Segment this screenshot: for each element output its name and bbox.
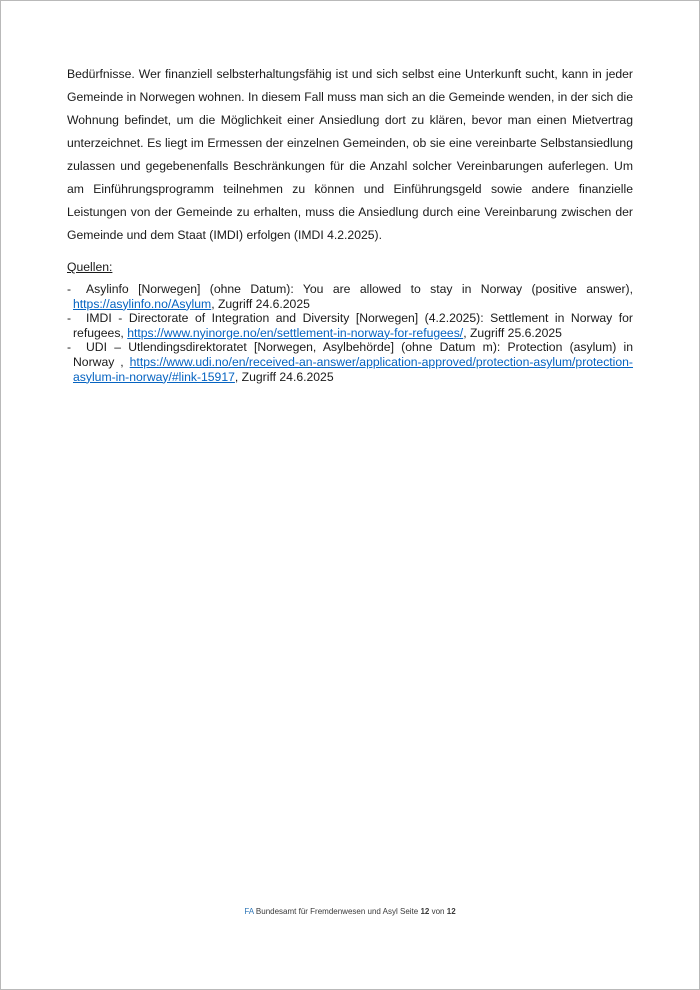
page-footer (1, 907, 699, 917)
list-dash: - (67, 311, 72, 326)
source-item (67, 311, 633, 340)
footer-total-pages: 12 (446, 907, 456, 916)
footer-of-text: von (431, 907, 445, 916)
source-link[interactable]: https://asylinfo.no/Asylum (73, 296, 212, 311)
footer-org-name: Bundesamt für Fremdenwesen und Asyl Seite (255, 907, 419, 916)
source-access-date: , Zugriff 24.6.2025 (234, 369, 334, 384)
source-text: Asylinfo [Norwegen] (ohne Datum): You are allowed to stay in Norway (positive answer), (86, 282, 633, 296)
sources-heading: Quellen: (67, 260, 113, 274)
footer-page-number: 12 (420, 907, 430, 916)
source-item (67, 340, 633, 384)
source-link[interactable]: https://www.udi.no/en/received-an-answer/application-approved/protection-asylum/protection-asylum-in-norway/#link-15917 (73, 354, 633, 384)
sources-list (67, 282, 633, 384)
source-item (67, 282, 633, 311)
source-text: UDI – Utlendingsdirektoratet [Norwegen, Asylbehörde] (ohne Datum m): Protection (asylum) in Norway , (73, 340, 633, 369)
source-link[interactable]: https://www.nyinorge.no/en/settlement-in-norway-for-refugees/ (127, 325, 464, 340)
footer-org-abbreviation[interactable]: FA (244, 907, 254, 916)
page-content (67, 63, 633, 384)
source-access-date: , Zugriff 24.6.2025 (211, 296, 310, 311)
body-paragraph: Bedürfnisse. Wer finanziell selbsterhaltungsfähig ist und sich selbst eine Unterkunft sucht, kann in jeder Gemeinde in Norwegen wohnen. In diesem Fall muss man sich an die Gemeinde wenden, in der sich die Wohnung befindet, um die Möglichkeit einer Ansiedlung dort zu klären, bevor man einen Mietvertrag unterzeichnet. Es liegt im Ermessen der einzelnen Gemeinden, ob sie eine vereinbarte Selbstansiedlung zulassen und gegebenenfalls Beschränkungen für die Anzahl solcher Vereinbarungen auferlegen. Um am Einführungsprogramm teilnehmen zu können und Einführungsgeld sowie andere finanzielle Leistungen von der Gemeinde zu erhalten, muss die Ansiedlung durch eine Vereinbarung zwischen der Gemeinde und dem Staat (IMDI) erfolgen (IMDI 4.2.2025). (67, 67, 633, 242)
source-text: IMDI - Directorate of Integration and Diversity [Norwegen] (4.2.2025): Settlement in Norway for refugees, (73, 311, 633, 340)
source-access-date: , Zugriff 25.6.2025 (463, 325, 562, 340)
list-dash: - (67, 340, 72, 355)
list-dash: - (67, 282, 72, 296)
